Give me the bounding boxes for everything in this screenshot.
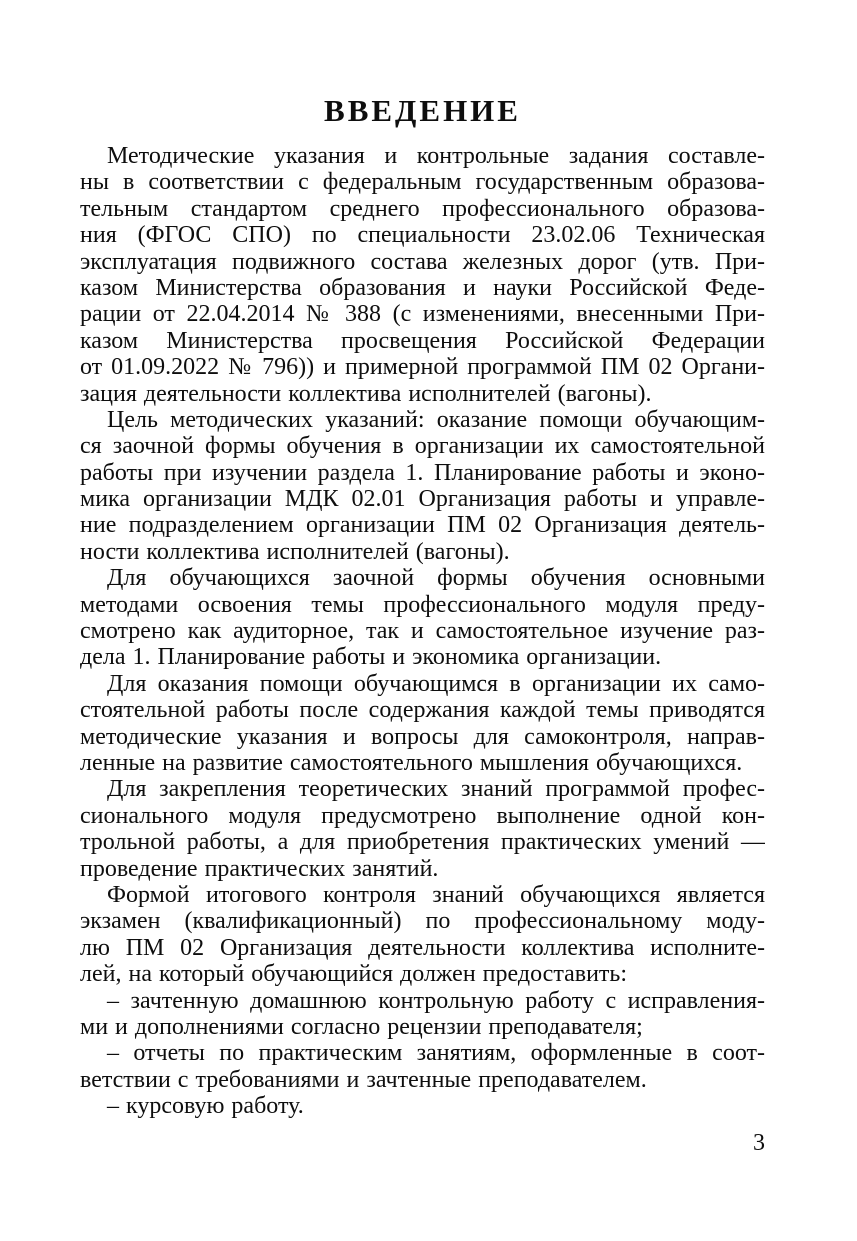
- text-line: ны в соответствии с федеральным государственным образова-: [80, 169, 765, 196]
- text-line: казом Министерства образования и науки Российской Феде-: [80, 274, 765, 301]
- text-line: Цель методических указаний: оказание помощи обучающим-: [107, 406, 765, 433]
- text-line: лей, на который обучающийся должен предоставить:: [80, 961, 628, 988]
- text-line: экзамен (квалификационный) по профессиональному моду-: [80, 908, 765, 935]
- text-line: смотрено как аудиторное, так и самостоятельное изучение раз-: [80, 618, 765, 645]
- text-line: Формой итогового контроля знаний обучающихся является: [107, 881, 765, 908]
- text-line: работы при изучении раздела 1. Планирование работы и эконо-: [80, 459, 765, 486]
- text-line: проведение практических занятий.: [80, 855, 439, 882]
- text-line: мика организации МДК 02.01 Организация работы и управле-: [80, 486, 765, 513]
- text-line: тельным стандартом среднего профессионального образова-: [80, 195, 765, 222]
- text-line: ся заочной формы обучения в организации их самостоятельной: [80, 433, 765, 460]
- text-line: Для закрепления теоретических знаний программой профес-: [107, 776, 765, 803]
- text-line: – зачтенную домашнюю контрольную работу с исправления-: [107, 987, 765, 1014]
- text-line: – курсовую работу.: [107, 1093, 304, 1120]
- page-title: ВВЕДЕНИЕ: [324, 93, 521, 128]
- text-block: [80, 0, 765, 1157]
- text-line: методами освоения темы профессионального модуля преду-: [80, 591, 765, 618]
- text-line: лю ПМ 02 Организация деятельности коллектива исполните-: [80, 934, 765, 961]
- text-line: стоятельной работы после содержания каждой темы приводятся: [80, 697, 765, 724]
- text-line: ветствии с требованиями и зачтенные преподавателем.: [80, 1066, 647, 1093]
- text-line: эксплуатация подвижного состава железных дорог (утв. При-: [80, 248, 765, 275]
- text-line: ния (ФГОС СПО) по специальности 23.02.06 Техническая: [80, 222, 765, 249]
- text-line: – отчеты по практическим занятиям, оформленные в соот-: [107, 1040, 765, 1067]
- text-line: от 01.09.2022 № 796)) и примерной программой ПМ 02 Органи-: [80, 354, 765, 381]
- text-line: зация деятельности коллектива исполнителей (вагоны).: [80, 380, 652, 407]
- text-line: сионального модуля предусмотрено выполнение одной кон-: [80, 802, 765, 829]
- text-line: ности коллектива исполнителей (вагоны).: [80, 538, 510, 565]
- text-line: методические указания и вопросы для самоконтроля, направ-: [80, 723, 765, 750]
- text-line: дела 1. Планирование работы и экономика организации.: [80, 644, 662, 671]
- text-line: Для обучающихся заочной формы обучения основными: [107, 565, 765, 592]
- text-line: ми и дополнениями согласно рецензии преподавателя;: [80, 1013, 643, 1040]
- text-line: рации от 22.04.2014 № 388 (с изменениями, внесенными При-: [80, 301, 765, 328]
- text-line: ленные на развитие самостоятельного мышления обучающихся.: [80, 749, 743, 776]
- text-line: Методические указания и контрольные задания составле-: [107, 143, 765, 169]
- text-line: казом Министерства просвещения Российской Федерации: [80, 327, 765, 354]
- page-number: 3: [753, 1130, 765, 1157]
- text-line: Для оказания помощи обучающимся в организации их само-: [107, 670, 765, 697]
- text-line: трольной работы, а для приобретения практических умений —: [80, 829, 765, 856]
- text-line: ние подразделением организации ПМ 02 Организация деятель-: [80, 512, 765, 539]
- body-text: [80, 143, 765, 1119]
